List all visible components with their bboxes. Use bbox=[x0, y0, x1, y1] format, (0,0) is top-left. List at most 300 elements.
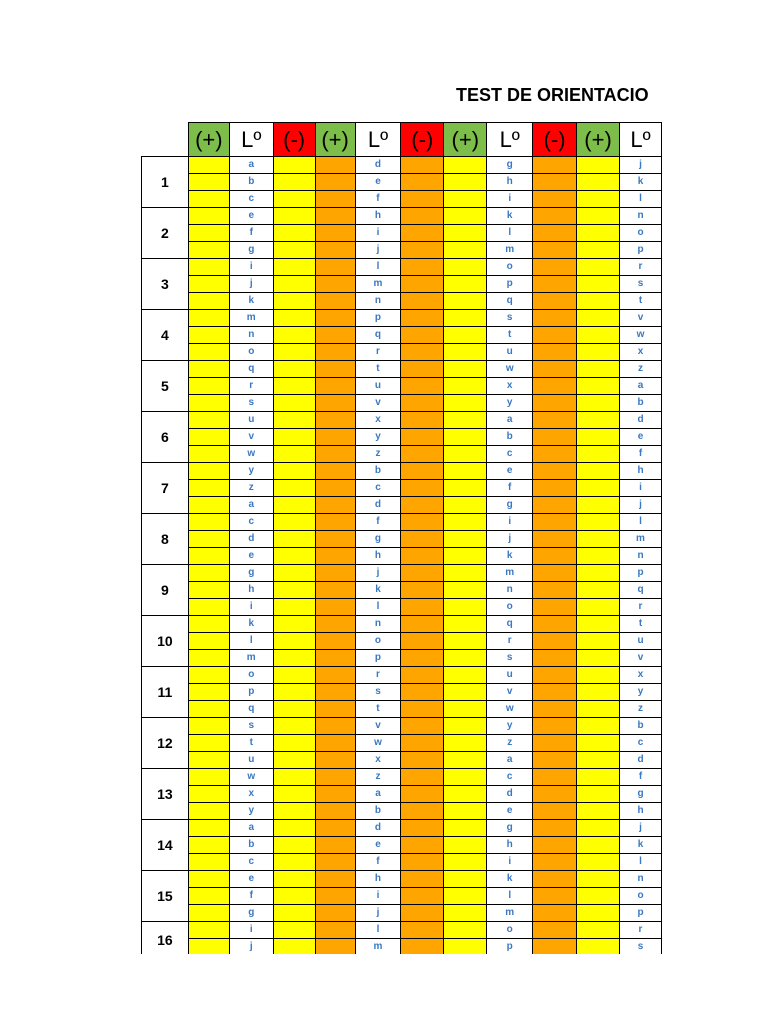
answer-cell-yellow[interactable] bbox=[273, 191, 315, 208]
answer-cell-orange[interactable] bbox=[533, 174, 577, 191]
answer-cell-yellow[interactable] bbox=[188, 820, 229, 837]
answer-cell-yellow[interactable] bbox=[188, 565, 229, 582]
answer-cell-yellow[interactable] bbox=[444, 463, 487, 480]
answer-cell-yellow[interactable] bbox=[273, 378, 315, 395]
answer-cell-orange[interactable] bbox=[401, 633, 444, 650]
answer-cell-orange[interactable] bbox=[401, 497, 444, 514]
answer-cell-yellow[interactable] bbox=[577, 616, 620, 633]
answer-cell-yellow[interactable] bbox=[577, 327, 620, 344]
answer-cell-orange[interactable] bbox=[315, 871, 355, 888]
answer-cell-yellow[interactable] bbox=[444, 429, 487, 446]
answer-cell-orange[interactable] bbox=[401, 463, 444, 480]
answer-cell-yellow[interactable] bbox=[577, 667, 620, 684]
answer-cell-yellow[interactable] bbox=[577, 871, 620, 888]
answer-cell-orange[interactable] bbox=[533, 429, 577, 446]
answer-cell-orange[interactable] bbox=[315, 769, 355, 786]
answer-cell-yellow[interactable] bbox=[188, 514, 229, 531]
answer-cell-yellow[interactable] bbox=[577, 446, 620, 463]
answer-cell-yellow[interactable] bbox=[577, 259, 620, 276]
answer-cell-yellow[interactable] bbox=[444, 786, 487, 803]
answer-cell-orange[interactable] bbox=[315, 735, 355, 752]
answer-cell-orange[interactable] bbox=[315, 378, 355, 395]
answer-cell-yellow[interactable] bbox=[577, 939, 620, 955]
answer-cell-orange[interactable] bbox=[315, 752, 355, 769]
answer-cell-orange[interactable] bbox=[533, 786, 577, 803]
answer-cell-yellow[interactable] bbox=[188, 310, 229, 327]
answer-cell-yellow[interactable] bbox=[188, 786, 229, 803]
answer-cell-orange[interactable] bbox=[533, 497, 577, 514]
answer-cell-yellow[interactable] bbox=[188, 871, 229, 888]
answer-cell-yellow[interactable] bbox=[577, 463, 620, 480]
answer-cell-yellow[interactable] bbox=[273, 854, 315, 871]
answer-cell-yellow[interactable] bbox=[577, 922, 620, 939]
answer-cell-yellow[interactable] bbox=[188, 548, 229, 565]
answer-cell-orange[interactable] bbox=[401, 378, 444, 395]
answer-cell-yellow[interactable] bbox=[444, 157, 487, 174]
answer-cell-yellow[interactable] bbox=[444, 497, 487, 514]
answer-cell-yellow[interactable] bbox=[273, 667, 315, 684]
answer-cell-orange[interactable] bbox=[315, 684, 355, 701]
answer-cell-yellow[interactable] bbox=[444, 718, 487, 735]
answer-cell-yellow[interactable] bbox=[188, 803, 229, 820]
answer-cell-orange[interactable] bbox=[401, 803, 444, 820]
answer-cell-yellow[interactable] bbox=[188, 446, 229, 463]
answer-cell-orange[interactable] bbox=[315, 208, 355, 225]
answer-cell-yellow[interactable] bbox=[577, 718, 620, 735]
answer-cell-orange[interactable] bbox=[533, 480, 577, 497]
answer-cell-yellow[interactable] bbox=[577, 497, 620, 514]
answer-cell-yellow[interactable] bbox=[188, 837, 229, 854]
answer-cell-orange[interactable] bbox=[401, 922, 444, 939]
answer-cell-orange[interactable] bbox=[401, 514, 444, 531]
answer-cell-yellow[interactable] bbox=[188, 616, 229, 633]
answer-cell-orange[interactable] bbox=[401, 565, 444, 582]
answer-cell-yellow[interactable] bbox=[577, 157, 620, 174]
answer-cell-orange[interactable] bbox=[533, 276, 577, 293]
answer-cell-yellow[interactable] bbox=[444, 820, 487, 837]
answer-cell-orange[interactable] bbox=[533, 905, 577, 922]
answer-cell-orange[interactable] bbox=[533, 361, 577, 378]
answer-cell-orange[interactable] bbox=[533, 752, 577, 769]
answer-cell-orange[interactable] bbox=[401, 667, 444, 684]
answer-cell-yellow[interactable] bbox=[577, 531, 620, 548]
answer-cell-yellow[interactable] bbox=[444, 650, 487, 667]
answer-cell-yellow[interactable] bbox=[273, 650, 315, 667]
answer-cell-orange[interactable] bbox=[315, 412, 355, 429]
answer-cell-yellow[interactable] bbox=[444, 837, 487, 854]
answer-cell-orange[interactable] bbox=[315, 820, 355, 837]
answer-cell-yellow[interactable] bbox=[188, 157, 229, 174]
answer-cell-yellow[interactable] bbox=[444, 871, 487, 888]
answer-cell-orange[interactable] bbox=[533, 259, 577, 276]
answer-cell-yellow[interactable] bbox=[188, 854, 229, 871]
answer-cell-orange[interactable] bbox=[401, 769, 444, 786]
answer-cell-orange[interactable] bbox=[401, 820, 444, 837]
answer-cell-orange[interactable] bbox=[533, 208, 577, 225]
answer-cell-orange[interactable] bbox=[533, 684, 577, 701]
answer-cell-yellow[interactable] bbox=[577, 599, 620, 616]
answer-cell-orange[interactable] bbox=[533, 548, 577, 565]
answer-cell-yellow[interactable] bbox=[188, 633, 229, 650]
answer-cell-yellow[interactable] bbox=[273, 344, 315, 361]
answer-cell-yellow[interactable] bbox=[444, 225, 487, 242]
answer-cell-orange[interactable] bbox=[401, 854, 444, 871]
answer-cell-orange[interactable] bbox=[401, 310, 444, 327]
answer-cell-yellow[interactable] bbox=[188, 225, 229, 242]
answer-cell-orange[interactable] bbox=[315, 939, 355, 955]
answer-cell-yellow[interactable] bbox=[444, 735, 487, 752]
answer-cell-orange[interactable] bbox=[315, 191, 355, 208]
answer-cell-orange[interactable] bbox=[533, 922, 577, 939]
answer-cell-orange[interactable] bbox=[315, 565, 355, 582]
answer-cell-yellow[interactable] bbox=[273, 871, 315, 888]
answer-cell-yellow[interactable] bbox=[577, 310, 620, 327]
answer-cell-yellow[interactable] bbox=[273, 497, 315, 514]
answer-cell-yellow[interactable] bbox=[577, 684, 620, 701]
answer-cell-yellow[interactable] bbox=[577, 837, 620, 854]
answer-cell-yellow[interactable] bbox=[188, 361, 229, 378]
answer-cell-yellow[interactable] bbox=[273, 803, 315, 820]
answer-cell-orange[interactable] bbox=[533, 446, 577, 463]
answer-cell-orange[interactable] bbox=[401, 208, 444, 225]
answer-cell-yellow[interactable] bbox=[444, 446, 487, 463]
answer-cell-yellow[interactable] bbox=[273, 242, 315, 259]
answer-cell-yellow[interactable] bbox=[273, 225, 315, 242]
answer-cell-orange[interactable] bbox=[315, 276, 355, 293]
answer-cell-yellow[interactable] bbox=[444, 616, 487, 633]
answer-cell-yellow[interactable] bbox=[577, 633, 620, 650]
answer-cell-yellow[interactable] bbox=[577, 565, 620, 582]
answer-cell-orange[interactable] bbox=[401, 293, 444, 310]
answer-cell-yellow[interactable] bbox=[273, 752, 315, 769]
answer-cell-orange[interactable] bbox=[533, 718, 577, 735]
answer-cell-yellow[interactable] bbox=[273, 361, 315, 378]
answer-cell-orange[interactable] bbox=[315, 157, 355, 174]
answer-cell-orange[interactable] bbox=[533, 701, 577, 718]
answer-cell-yellow[interactable] bbox=[188, 752, 229, 769]
answer-cell-orange[interactable] bbox=[401, 446, 444, 463]
answer-cell-orange[interactable] bbox=[401, 871, 444, 888]
answer-cell-orange[interactable] bbox=[315, 174, 355, 191]
answer-cell-yellow[interactable] bbox=[188, 939, 229, 955]
answer-cell-orange[interactable] bbox=[533, 939, 577, 955]
answer-cell-orange[interactable] bbox=[401, 684, 444, 701]
answer-cell-yellow[interactable] bbox=[273, 633, 315, 650]
answer-cell-yellow[interactable] bbox=[188, 191, 229, 208]
answer-cell-orange[interactable] bbox=[533, 667, 577, 684]
answer-cell-yellow[interactable] bbox=[188, 888, 229, 905]
answer-cell-orange[interactable] bbox=[315, 242, 355, 259]
answer-cell-yellow[interactable] bbox=[577, 888, 620, 905]
answer-cell-orange[interactable] bbox=[533, 616, 577, 633]
answer-cell-yellow[interactable] bbox=[188, 684, 229, 701]
answer-cell-orange[interactable] bbox=[315, 497, 355, 514]
answer-cell-orange[interactable] bbox=[401, 548, 444, 565]
answer-cell-orange[interactable] bbox=[533, 242, 577, 259]
answer-cell-orange[interactable] bbox=[533, 735, 577, 752]
answer-cell-orange[interactable] bbox=[315, 361, 355, 378]
answer-cell-yellow[interactable] bbox=[444, 633, 487, 650]
answer-cell-orange[interactable] bbox=[533, 820, 577, 837]
answer-cell-orange[interactable] bbox=[315, 650, 355, 667]
answer-cell-yellow[interactable] bbox=[188, 344, 229, 361]
answer-cell-orange[interactable] bbox=[533, 650, 577, 667]
answer-cell-yellow[interactable] bbox=[188, 599, 229, 616]
answer-cell-orange[interactable] bbox=[401, 939, 444, 955]
answer-cell-orange[interactable] bbox=[533, 378, 577, 395]
answer-cell-yellow[interactable] bbox=[188, 769, 229, 786]
answer-cell-orange[interactable] bbox=[533, 463, 577, 480]
answer-cell-yellow[interactable] bbox=[188, 718, 229, 735]
answer-cell-yellow[interactable] bbox=[188, 327, 229, 344]
answer-cell-yellow[interactable] bbox=[577, 174, 620, 191]
answer-cell-yellow[interactable] bbox=[577, 803, 620, 820]
answer-cell-yellow[interactable] bbox=[273, 446, 315, 463]
answer-cell-orange[interactable] bbox=[315, 463, 355, 480]
answer-cell-yellow[interactable] bbox=[577, 820, 620, 837]
answer-cell-yellow[interactable] bbox=[444, 344, 487, 361]
answer-cell-yellow[interactable] bbox=[273, 888, 315, 905]
answer-cell-orange[interactable] bbox=[401, 259, 444, 276]
answer-cell-orange[interactable] bbox=[533, 837, 577, 854]
answer-cell-yellow[interactable] bbox=[577, 480, 620, 497]
answer-cell-yellow[interactable] bbox=[273, 548, 315, 565]
answer-cell-orange[interactable] bbox=[533, 293, 577, 310]
answer-cell-yellow[interactable] bbox=[444, 565, 487, 582]
answer-cell-yellow[interactable] bbox=[273, 395, 315, 412]
answer-cell-yellow[interactable] bbox=[188, 905, 229, 922]
answer-cell-yellow[interactable] bbox=[444, 191, 487, 208]
answer-cell-yellow[interactable] bbox=[273, 310, 315, 327]
answer-cell-yellow[interactable] bbox=[188, 293, 229, 310]
answer-cell-yellow[interactable] bbox=[188, 497, 229, 514]
answer-cell-yellow[interactable] bbox=[188, 531, 229, 548]
answer-cell-yellow[interactable] bbox=[577, 225, 620, 242]
answer-cell-yellow[interactable] bbox=[444, 701, 487, 718]
answer-cell-yellow[interactable] bbox=[577, 361, 620, 378]
answer-cell-yellow[interactable] bbox=[444, 888, 487, 905]
answer-cell-orange[interactable] bbox=[315, 905, 355, 922]
answer-cell-yellow[interactable] bbox=[273, 412, 315, 429]
answer-cell-yellow[interactable] bbox=[273, 208, 315, 225]
answer-cell-yellow[interactable] bbox=[577, 344, 620, 361]
answer-cell-yellow[interactable] bbox=[577, 735, 620, 752]
answer-cell-yellow[interactable] bbox=[273, 327, 315, 344]
answer-cell-yellow[interactable] bbox=[273, 480, 315, 497]
answer-cell-orange[interactable] bbox=[315, 701, 355, 718]
answer-cell-yellow[interactable] bbox=[577, 786, 620, 803]
answer-cell-orange[interactable] bbox=[533, 157, 577, 174]
answer-cell-orange[interactable] bbox=[401, 412, 444, 429]
answer-cell-yellow[interactable] bbox=[273, 531, 315, 548]
answer-cell-orange[interactable] bbox=[533, 395, 577, 412]
answer-cell-yellow[interactable] bbox=[444, 361, 487, 378]
answer-cell-yellow[interactable] bbox=[444, 293, 487, 310]
answer-cell-orange[interactable] bbox=[315, 395, 355, 412]
answer-cell-yellow[interactable] bbox=[188, 259, 229, 276]
answer-cell-yellow[interactable] bbox=[577, 395, 620, 412]
answer-cell-orange[interactable] bbox=[533, 854, 577, 871]
answer-cell-yellow[interactable] bbox=[273, 599, 315, 616]
answer-cell-orange[interactable] bbox=[315, 888, 355, 905]
answer-cell-orange[interactable] bbox=[401, 837, 444, 854]
answer-cell-orange[interactable] bbox=[401, 599, 444, 616]
answer-cell-orange[interactable] bbox=[533, 565, 577, 582]
answer-cell-yellow[interactable] bbox=[273, 820, 315, 837]
answer-cell-orange[interactable] bbox=[401, 905, 444, 922]
answer-cell-orange[interactable] bbox=[533, 582, 577, 599]
answer-cell-orange[interactable] bbox=[401, 327, 444, 344]
answer-cell-yellow[interactable] bbox=[444, 514, 487, 531]
answer-cell-yellow[interactable] bbox=[577, 429, 620, 446]
answer-cell-orange[interactable] bbox=[401, 735, 444, 752]
answer-cell-yellow[interactable] bbox=[577, 276, 620, 293]
answer-cell-yellow[interactable] bbox=[273, 565, 315, 582]
answer-cell-orange[interactable] bbox=[401, 582, 444, 599]
answer-cell-orange[interactable] bbox=[315, 633, 355, 650]
answer-cell-yellow[interactable] bbox=[444, 208, 487, 225]
answer-cell-orange[interactable] bbox=[533, 191, 577, 208]
answer-cell-yellow[interactable] bbox=[444, 905, 487, 922]
answer-cell-orange[interactable] bbox=[533, 310, 577, 327]
answer-cell-yellow[interactable] bbox=[577, 701, 620, 718]
answer-cell-orange[interactable] bbox=[315, 667, 355, 684]
answer-cell-orange[interactable] bbox=[315, 599, 355, 616]
answer-cell-yellow[interactable] bbox=[273, 259, 315, 276]
answer-cell-orange[interactable] bbox=[401, 157, 444, 174]
answer-cell-yellow[interactable] bbox=[188, 242, 229, 259]
answer-cell-orange[interactable] bbox=[533, 531, 577, 548]
answer-cell-orange[interactable] bbox=[533, 888, 577, 905]
answer-cell-yellow[interactable] bbox=[577, 412, 620, 429]
answer-cell-yellow[interactable] bbox=[188, 208, 229, 225]
answer-cell-yellow[interactable] bbox=[273, 837, 315, 854]
answer-cell-orange[interactable] bbox=[533, 871, 577, 888]
answer-cell-orange[interactable] bbox=[315, 922, 355, 939]
answer-cell-yellow[interactable] bbox=[444, 939, 487, 955]
answer-cell-orange[interactable] bbox=[401, 242, 444, 259]
answer-cell-yellow[interactable] bbox=[577, 548, 620, 565]
answer-cell-yellow[interactable] bbox=[444, 378, 487, 395]
answer-cell-yellow[interactable] bbox=[273, 905, 315, 922]
answer-cell-yellow[interactable] bbox=[188, 667, 229, 684]
answer-cell-orange[interactable] bbox=[401, 752, 444, 769]
answer-cell-yellow[interactable] bbox=[577, 650, 620, 667]
answer-cell-orange[interactable] bbox=[401, 276, 444, 293]
answer-cell-orange[interactable] bbox=[315, 327, 355, 344]
answer-cell-orange[interactable] bbox=[533, 327, 577, 344]
answer-cell-yellow[interactable] bbox=[444, 752, 487, 769]
answer-cell-yellow[interactable] bbox=[444, 684, 487, 701]
answer-cell-yellow[interactable] bbox=[444, 922, 487, 939]
answer-cell-yellow[interactable] bbox=[444, 599, 487, 616]
answer-cell-yellow[interactable] bbox=[188, 735, 229, 752]
answer-cell-yellow[interactable] bbox=[444, 854, 487, 871]
answer-cell-yellow[interactable] bbox=[273, 429, 315, 446]
answer-cell-yellow[interactable] bbox=[273, 616, 315, 633]
answer-cell-orange[interactable] bbox=[315, 514, 355, 531]
answer-cell-orange[interactable] bbox=[315, 429, 355, 446]
answer-cell-orange[interactable] bbox=[315, 718, 355, 735]
answer-cell-orange[interactable] bbox=[401, 701, 444, 718]
answer-cell-orange[interactable] bbox=[533, 803, 577, 820]
answer-cell-yellow[interactable] bbox=[273, 769, 315, 786]
answer-cell-orange[interactable] bbox=[533, 633, 577, 650]
answer-cell-orange[interactable] bbox=[315, 786, 355, 803]
answer-cell-yellow[interactable] bbox=[444, 174, 487, 191]
answer-cell-orange[interactable] bbox=[533, 514, 577, 531]
answer-cell-yellow[interactable] bbox=[444, 412, 487, 429]
answer-cell-orange[interactable] bbox=[315, 446, 355, 463]
answer-cell-orange[interactable] bbox=[533, 344, 577, 361]
answer-cell-orange[interactable] bbox=[401, 786, 444, 803]
answer-cell-orange[interactable] bbox=[315, 854, 355, 871]
answer-cell-orange[interactable] bbox=[533, 599, 577, 616]
answer-cell-yellow[interactable] bbox=[188, 412, 229, 429]
answer-cell-orange[interactable] bbox=[315, 616, 355, 633]
answer-cell-orange[interactable] bbox=[401, 650, 444, 667]
answer-cell-yellow[interactable] bbox=[273, 718, 315, 735]
answer-cell-yellow[interactable] bbox=[273, 582, 315, 599]
answer-cell-orange[interactable] bbox=[401, 361, 444, 378]
answer-cell-orange[interactable] bbox=[315, 344, 355, 361]
answer-cell-orange[interactable] bbox=[315, 293, 355, 310]
answer-cell-yellow[interactable] bbox=[273, 735, 315, 752]
answer-cell-yellow[interactable] bbox=[444, 327, 487, 344]
answer-cell-yellow[interactable] bbox=[444, 769, 487, 786]
answer-cell-yellow[interactable] bbox=[188, 429, 229, 446]
answer-cell-yellow[interactable] bbox=[444, 480, 487, 497]
answer-cell-orange[interactable] bbox=[315, 803, 355, 820]
answer-cell-yellow[interactable] bbox=[273, 684, 315, 701]
answer-cell-yellow[interactable] bbox=[188, 701, 229, 718]
answer-cell-yellow[interactable] bbox=[577, 854, 620, 871]
answer-cell-yellow[interactable] bbox=[188, 174, 229, 191]
answer-cell-yellow[interactable] bbox=[444, 259, 487, 276]
answer-cell-orange[interactable] bbox=[401, 616, 444, 633]
answer-cell-orange[interactable] bbox=[401, 718, 444, 735]
answer-cell-yellow[interactable] bbox=[188, 922, 229, 939]
answer-cell-yellow[interactable] bbox=[273, 463, 315, 480]
answer-cell-yellow[interactable] bbox=[444, 395, 487, 412]
answer-cell-yellow[interactable] bbox=[577, 208, 620, 225]
answer-cell-orange[interactable] bbox=[315, 837, 355, 854]
answer-cell-yellow[interactable] bbox=[444, 242, 487, 259]
answer-cell-orange[interactable] bbox=[401, 395, 444, 412]
answer-cell-yellow[interactable] bbox=[577, 514, 620, 531]
answer-cell-yellow[interactable] bbox=[273, 514, 315, 531]
answer-cell-yellow[interactable] bbox=[577, 582, 620, 599]
answer-cell-yellow[interactable] bbox=[188, 276, 229, 293]
answer-cell-yellow[interactable] bbox=[444, 531, 487, 548]
answer-cell-yellow[interactable] bbox=[577, 242, 620, 259]
answer-cell-orange[interactable] bbox=[315, 259, 355, 276]
answer-cell-orange[interactable] bbox=[401, 888, 444, 905]
answer-cell-yellow[interactable] bbox=[273, 276, 315, 293]
answer-cell-orange[interactable] bbox=[401, 531, 444, 548]
answer-cell-yellow[interactable] bbox=[444, 276, 487, 293]
answer-cell-yellow[interactable] bbox=[188, 650, 229, 667]
answer-cell-yellow[interactable] bbox=[577, 191, 620, 208]
answer-cell-yellow[interactable] bbox=[577, 293, 620, 310]
answer-cell-yellow[interactable] bbox=[273, 293, 315, 310]
answer-cell-yellow[interactable] bbox=[273, 157, 315, 174]
answer-cell-orange[interactable] bbox=[401, 174, 444, 191]
answer-cell-yellow[interactable] bbox=[188, 395, 229, 412]
answer-cell-orange[interactable] bbox=[401, 225, 444, 242]
answer-cell-orange[interactable] bbox=[315, 480, 355, 497]
answer-cell-yellow[interactable] bbox=[188, 463, 229, 480]
